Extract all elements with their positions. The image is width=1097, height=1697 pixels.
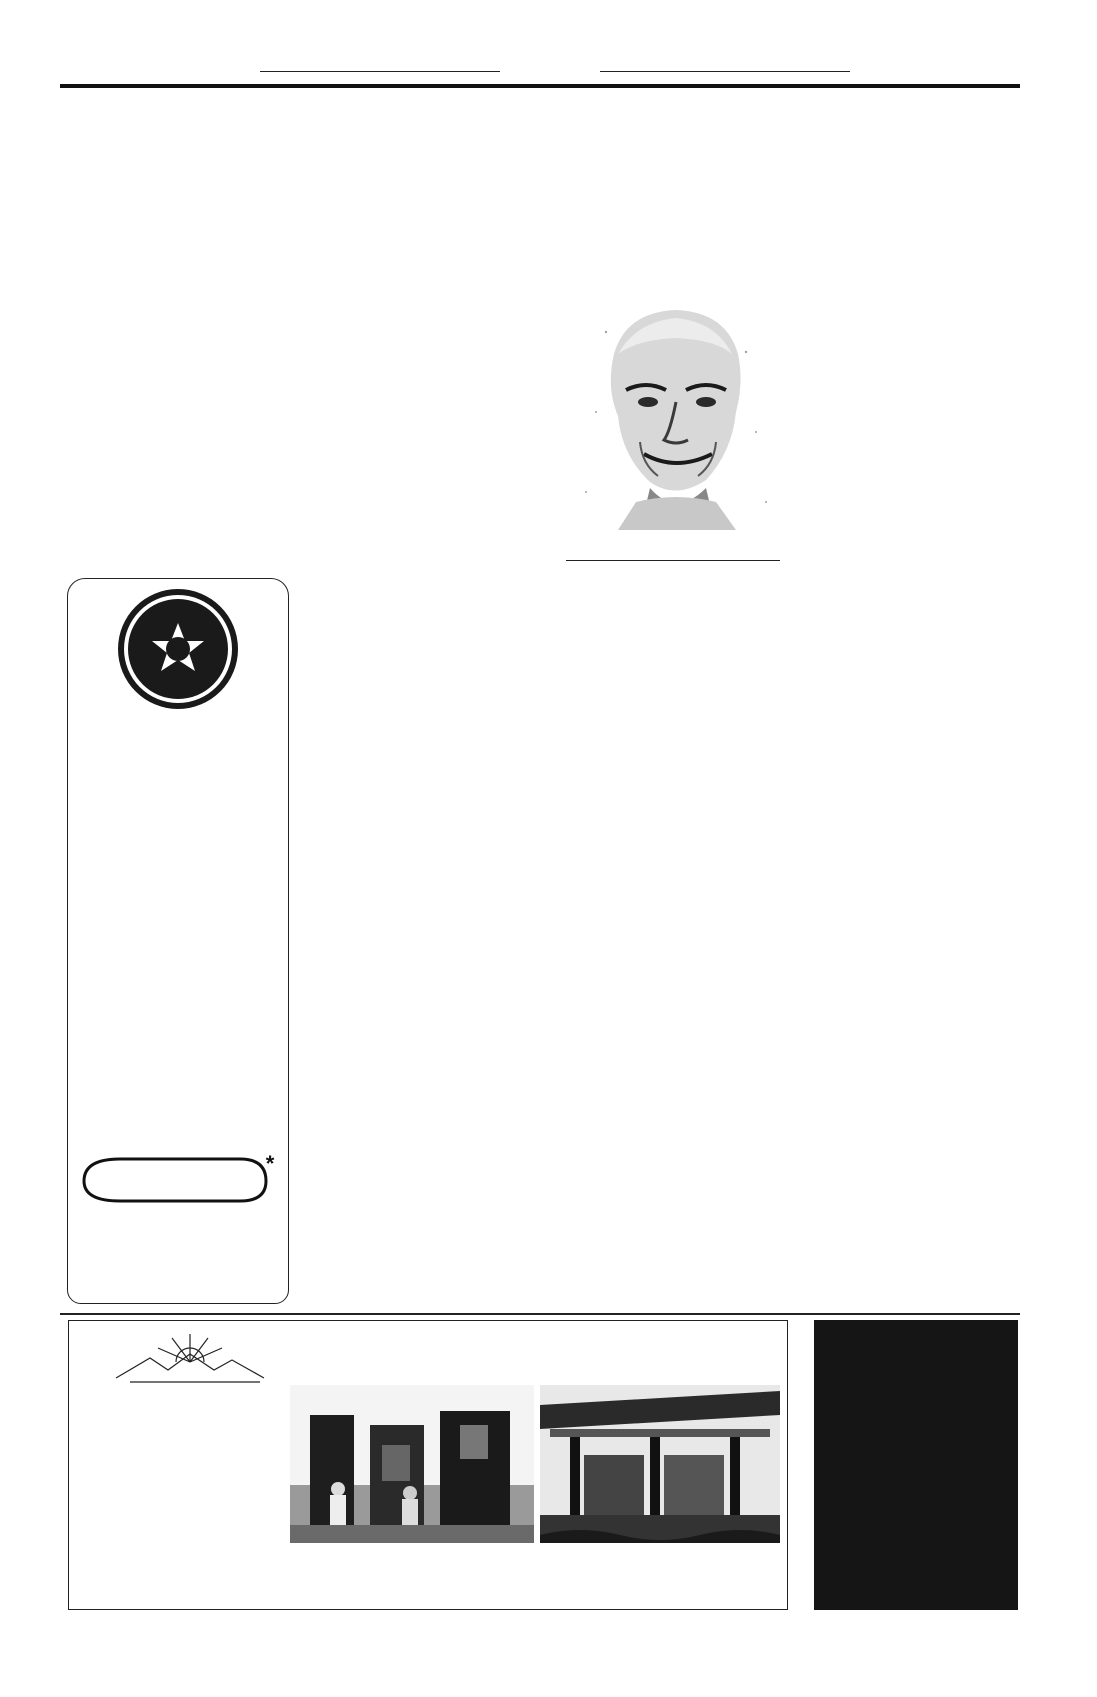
article-column-1	[74, 207, 296, 227]
photo-caption-rule	[566, 560, 780, 561]
lake-chapala-home-photo	[540, 1385, 780, 1543]
masthead-rule-right	[600, 71, 850, 72]
masthead-rule-left	[260, 71, 500, 72]
lionel-fernandez-photo	[566, 292, 780, 530]
masthead	[60, 58, 1020, 88]
guadalajara-home-photo	[290, 1385, 534, 1543]
animal-clinic-ad	[814, 1320, 1018, 1610]
svg-text:*: *	[265, 1151, 275, 1176]
selsa-logo	[80, 1151, 276, 1205]
legion-emblem-icon	[116, 587, 240, 711]
masthead-bottom-rule	[60, 84, 1020, 88]
american-legion-ad	[67, 578, 289, 1304]
ads-top-rule	[60, 1313, 1020, 1315]
new-dawn-logo-icon	[110, 1328, 270, 1388]
